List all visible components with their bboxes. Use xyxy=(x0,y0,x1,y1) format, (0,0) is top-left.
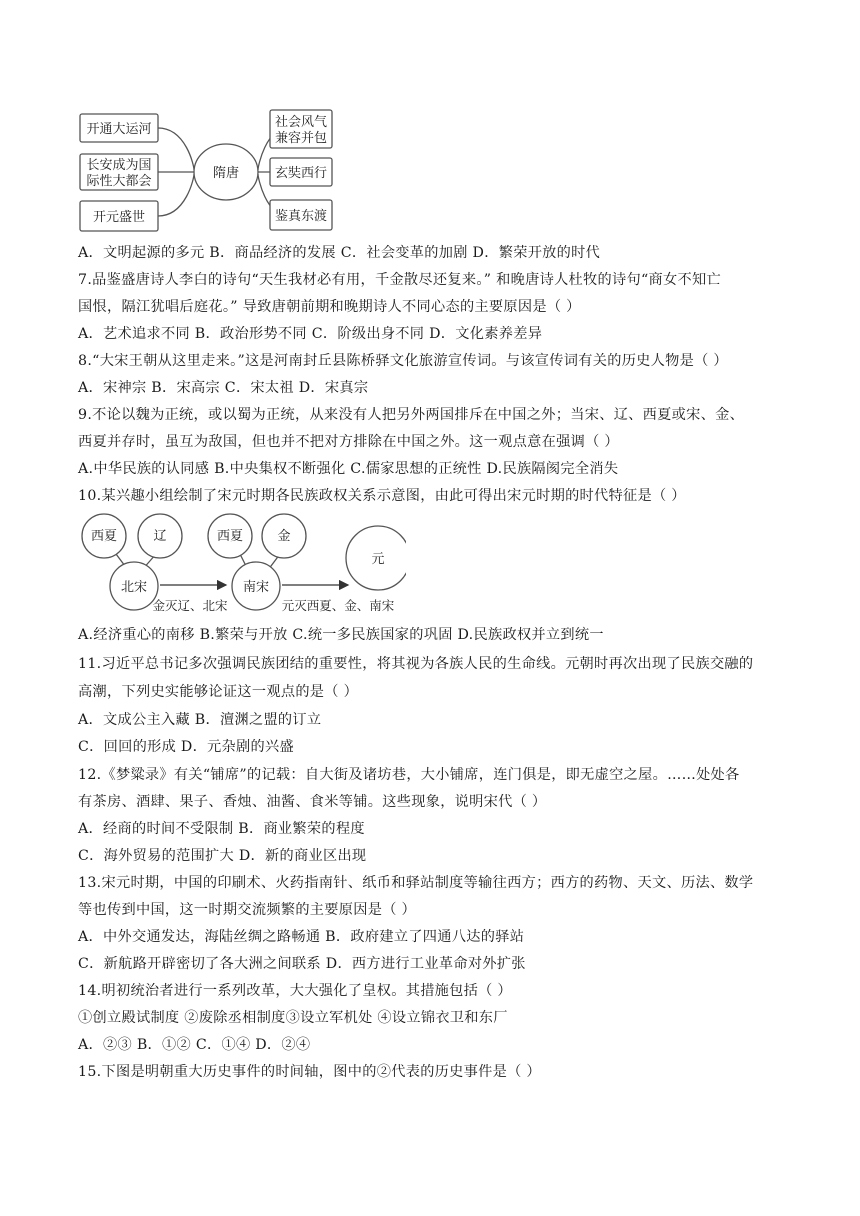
right-2-label: 玄奘西行 xyxy=(274,166,328,181)
q9-stem-line2: 西夏并存时，虽互为敌国，但也并不把对方排除在中国之外。这一观点意在强调（ ） xyxy=(78,434,619,450)
q13-options-line2: C．新航路开辟密切了各大洲之间联系 D．西方进行工业革命对外扩张 xyxy=(78,956,526,972)
center-label: 隋唐 xyxy=(212,166,240,181)
q13-stem-line2: 等也传到中国，这一时期交流频繁的主要原因是（ ） xyxy=(78,902,417,918)
q11-stem-line2: 高潮，下列史实能够论证这一观点的是（ ） xyxy=(78,684,359,700)
q6-options: A．文明起源的多元 B．商品经济的发展 C．社会变革的加剧 D．繁荣开放的时代 xyxy=(78,245,601,261)
q7-stem-line1: 7.品鉴盛唐诗人李白的诗句“天生我材必有用，千金散尽还复来。” 和晚唐诗人杜牧的诗句“商女不知亡 xyxy=(78,272,721,288)
q7-stem-line2: 国恨，隔江犹唱后庭花。” 导致唐朝前期和晚期诗人不同心态的主要原因是（ ） xyxy=(78,299,581,315)
yuan-label: 元 xyxy=(371,552,385,567)
arrow1-label: 金灭辽、北宋 xyxy=(152,598,228,613)
q13-stem-line1: 13.宋元时期，中国的印刷术、火药指南针、纸币和驿站制度等输往西方；西方的药物、天文、历法、数学 xyxy=(78,875,754,891)
arrow2-label: 元灭西夏、金、南宋 xyxy=(281,598,395,613)
q12-stem-line1: 12.《梦粱录》有关“铺席”的记载：自大街及诸坊巷，大小铺席，连门俱是，即无虚空之屋。……处处各 xyxy=(78,767,740,783)
q11-options-line1: A．文成公主入藏 B．澶渊之盟的订立 xyxy=(78,712,322,728)
q12-options-line1: A．经商的时间不受限制 B．商业繁荣的程度 xyxy=(78,821,365,837)
q8-stem: 8.“大宋王朝从这里走来。”这是河南封丘县陈桥驿文化旅游宣传词。与该宣传词有关的历史人物是（ ） xyxy=(78,353,728,369)
left-1-label: 开通大运河 xyxy=(86,122,152,137)
left-3-label: 开元盛世 xyxy=(92,210,146,225)
q7-options: A．艺术追求不同 B．政治形势不同 C．阶级出身不同 D．文化素养差异 xyxy=(78,326,543,342)
q14-options: A．②③ B．①② C．①④ D．②④ xyxy=(78,1037,311,1053)
q11-options-line2: C．回回的形成 D．元杂剧的兴盛 xyxy=(78,739,294,755)
left-2-label-line2: 际性大都会 xyxy=(86,174,152,189)
xixia-2-label: 西夏 xyxy=(216,529,244,544)
q9-stem-line1: 9.不论以魏为正统，或以蜀为正统，从来没有人把另外两国排斥在中国之外；当宋、辽、西夏或宋、金、 xyxy=(78,407,745,423)
right-1-label-line2: 兼容并包 xyxy=(274,131,328,146)
q12-stem-line2: 有茶房、酒肆、果子、香烛、油酱、食米等铺。这些现象，说明宋代（ ） xyxy=(78,794,547,810)
q8-options: A．宋神宗 B．宋高宗 C．宋太祖 D．宋真宗 xyxy=(78,380,369,396)
nansong-label: 南宋 xyxy=(242,580,270,595)
sui-tang-mind-map xyxy=(76,108,366,236)
beisong-label: 北宋 xyxy=(120,580,148,595)
left-2-label-line1: 长安成为国 xyxy=(86,158,152,173)
jin-label: 金 xyxy=(277,529,291,544)
q15-stem: 15.下图是明朝重大历史事件的时间轴，图中的②代表的历史事件是（ ） xyxy=(78,1064,541,1080)
q14-items: ①创立殿试制度 ②废除丞相制度③设立军机处 ④设立锦衣卫和东厂 xyxy=(78,1010,508,1026)
q10-stem: 10.某兴趣小组绘制了宋元时期各民族政权关系示意图，由此可得出宋元时期的时代特征是（ ） xyxy=(78,488,686,504)
song-yuan-relations-diagram xyxy=(76,512,406,618)
q9-options: A.中华民族的认同感 B.中央集权不断强化 C.儒家思想的正统性 D.民族隔阂完全消失 xyxy=(78,461,619,477)
right-1-label-line1: 社会风气 xyxy=(274,115,328,130)
q10-options: A.经济重心的南移 B.繁荣与开放 C.统一多民族国家的巩固 D.民族政权并立到统一 xyxy=(78,627,604,643)
q14-stem: 14.明初统治者进行一系列改革，大大强化了皇权。其措施包括（ ） xyxy=(78,983,512,999)
right-3-label: 鉴真东渡 xyxy=(274,209,328,224)
q13-options-line1: A．中外交通发达，海陆丝绸之路畅通 B．政府建立了四通八达的驿站 xyxy=(78,929,525,945)
liao-label: 辽 xyxy=(153,529,167,544)
xixia-1-label: 西夏 xyxy=(90,529,118,544)
q12-options-line2: C．海外贸易的范围扩大 D．新的商业区出现 xyxy=(78,848,367,864)
q11-stem-line1: 11.习近平总书记多次强调民族团结的重要性，将其视为各族人民的生命线。元朝时再次出现了民族交融的 xyxy=(78,656,754,672)
